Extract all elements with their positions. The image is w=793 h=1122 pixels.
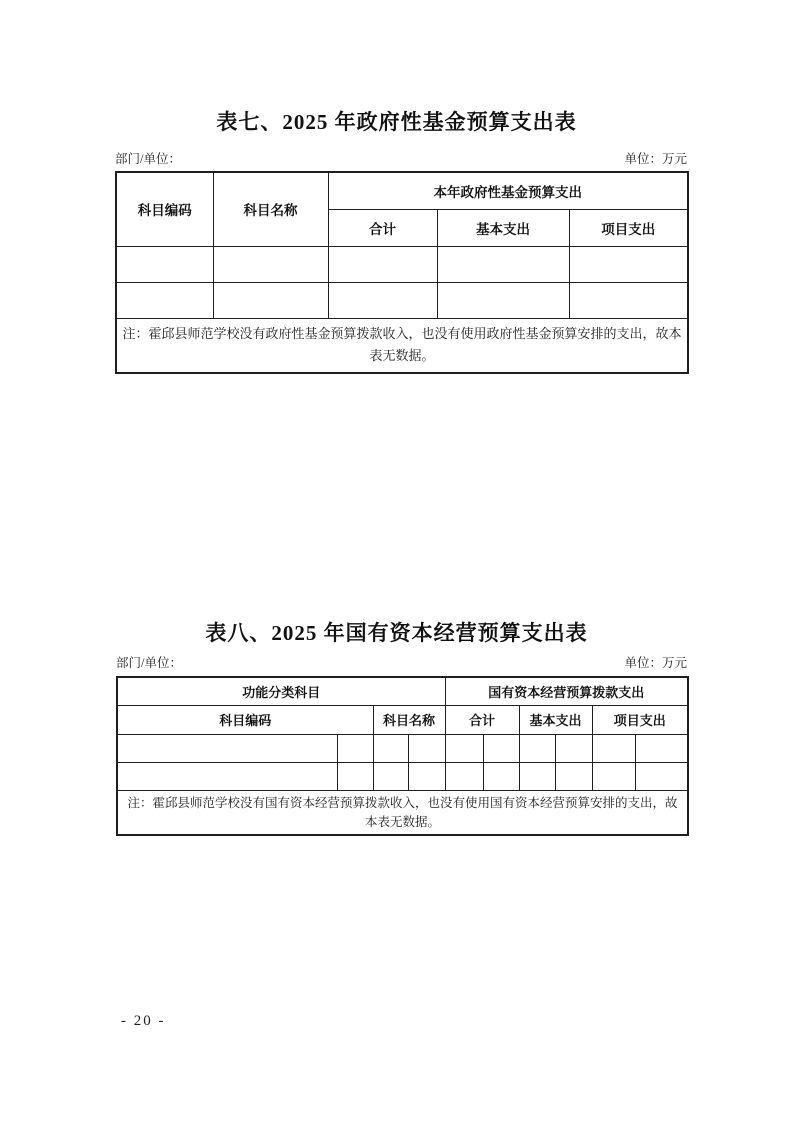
t8-empty-cell bbox=[117, 734, 337, 762]
t8-empty-cell bbox=[519, 762, 555, 790]
t7-empty-cell bbox=[569, 246, 688, 282]
t8-header-subject-name: 科目名称 bbox=[373, 705, 445, 734]
t8-empty-cell bbox=[592, 734, 635, 762]
t8-header-total: 合计 bbox=[445, 705, 519, 734]
t8-empty-cell bbox=[337, 762, 373, 790]
t7-empty-cell bbox=[569, 282, 688, 318]
t8-empty-cell bbox=[555, 762, 592, 790]
t7-header-basic-expense: 基本支出 bbox=[437, 209, 569, 246]
t7-empty-cell bbox=[328, 282, 437, 318]
t8-empty-cell bbox=[373, 762, 408, 790]
t7-empty-cell bbox=[116, 282, 213, 318]
t7-empty-cell bbox=[213, 246, 328, 282]
t8-empty-cell bbox=[117, 762, 337, 790]
t8-empty-cell bbox=[373, 734, 408, 762]
t7-header-subject-code: 科目编码 bbox=[116, 172, 213, 246]
t8-empty-cell bbox=[445, 734, 483, 762]
t7-empty-cell bbox=[213, 282, 328, 318]
t8-empty-cell bbox=[592, 762, 635, 790]
t7-empty-row bbox=[116, 246, 688, 282]
t7-header-total: 合计 bbox=[328, 209, 437, 246]
t8-header-subject-code: 科目编码 bbox=[117, 705, 373, 734]
table7-dept-unit-label: 部门/单位： bbox=[115, 152, 181, 166]
t7-empty-row bbox=[116, 282, 688, 318]
table8-unit-label: 单位：万元 bbox=[624, 656, 687, 670]
table8-title: 表八、2025 年国有资本经营预算支出表 bbox=[205, 621, 588, 645]
t7-empty-cell bbox=[116, 246, 213, 282]
t8-header-functional-category: 功能分类科目 bbox=[117, 677, 445, 705]
table7-government-fund-budget bbox=[115, 171, 689, 374]
t8-empty-cell bbox=[635, 762, 688, 790]
t8-empty-cell bbox=[408, 734, 445, 762]
t8-header-group: 国有资本经营预算拨款支出 bbox=[445, 677, 688, 705]
t8-empty-cell bbox=[445, 762, 483, 790]
t7-header-group: 本年政府性基金预算支出 bbox=[328, 172, 688, 209]
t8-empty-row bbox=[117, 734, 688, 762]
table7-title: 表七、2025 年政府性基金预算支出表 bbox=[216, 110, 577, 134]
table7-unit-label: 单位：万元 bbox=[624, 152, 687, 166]
t8-empty-cell bbox=[519, 734, 555, 762]
t8-empty-cell bbox=[408, 762, 445, 790]
t8-header-project-expense: 项目支出 bbox=[592, 705, 688, 734]
table7-meta-row bbox=[115, 149, 687, 167]
t7-empty-cell bbox=[437, 246, 569, 282]
t8-empty-cell bbox=[635, 734, 688, 762]
t7-empty-cell bbox=[437, 282, 569, 318]
t8-empty-cell bbox=[483, 762, 519, 790]
t8-header-basic-expense: 基本支出 bbox=[519, 705, 592, 734]
t8-empty-cell bbox=[337, 734, 373, 762]
t7-note: 注：霍邱县师范学校没有政府性基金预算拨款收入，也没有使用政府性基金预算安排的支出，故本表无数据。 bbox=[116, 318, 688, 373]
t8-note: 注：霍邱县师范学校没有国有资本经营预算拨款收入，也没有使用国有资本经营预算安排的支出，故本表无数据。 bbox=[117, 790, 688, 835]
t7-header-project-expense: 项目支出 bbox=[569, 209, 688, 246]
table8-meta-row bbox=[116, 653, 687, 671]
t7-header-subject-name: 科目名称 bbox=[213, 172, 328, 246]
table8-dept-unit-label: 部门/单位： bbox=[116, 656, 182, 670]
page-number: - 20 - bbox=[121, 1013, 166, 1029]
t8-empty-cell bbox=[555, 734, 592, 762]
t7-empty-cell bbox=[328, 246, 437, 282]
table8-state-capital-budget bbox=[116, 676, 689, 836]
t8-empty-cell bbox=[483, 734, 519, 762]
t8-empty-row bbox=[117, 762, 688, 790]
